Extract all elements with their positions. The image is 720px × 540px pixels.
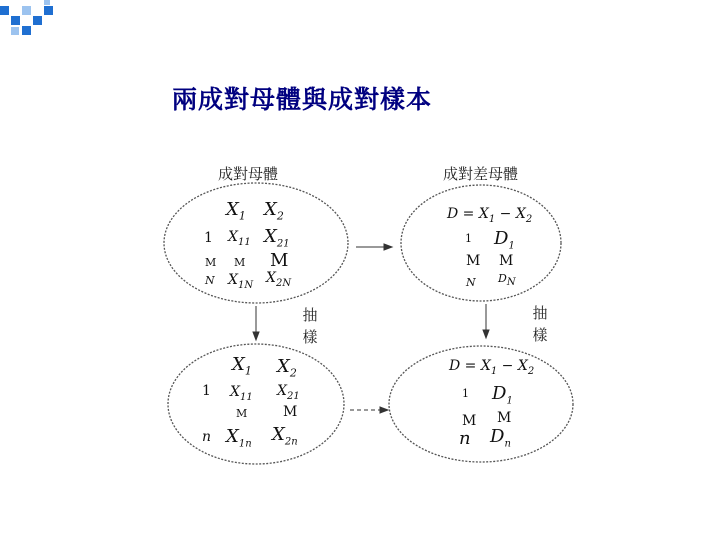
arrow-sample-to-diff — [350, 407, 388, 413]
bl-row3-index: n — [202, 429, 212, 445]
br-formula: $D = X_1 - X_2$ — [449, 358, 535, 377]
br-row2-val: M — [497, 410, 512, 426]
sampling-label-right: 抽 樣 — [532, 304, 548, 344]
tr-row1-val: $D_1$ — [494, 228, 515, 252]
difference-population-label: 成對差母體 — [443, 165, 519, 183]
tr-row2-index: M — [466, 253, 481, 269]
tl-row2-index: M — [205, 256, 217, 269]
bl-row1-index: 1 — [202, 383, 211, 399]
bl-col2-head: $X_2$ — [277, 356, 297, 380]
bl-row1-c2: $X_{21}$ — [277, 383, 300, 402]
top-left-ellipse — [164, 183, 348, 303]
tl-col1-head: $X_1$ — [226, 199, 246, 223]
tl-row3-c1: $X_{1N}$ — [228, 272, 254, 291]
tl-row1-c1: $X_{11}$ — [228, 229, 251, 248]
br-row1-index: 1 — [462, 387, 469, 400]
tr-row3-val: $D_N$ — [498, 272, 516, 289]
tl-row1-index: 1 — [204, 230, 213, 246]
bl-row3-c2: $X_{2n}$ — [272, 424, 298, 448]
tr-row1-index: 1 — [465, 232, 472, 245]
bl-row1-c1: $X_{11}$ — [230, 384, 253, 403]
br-row2-index: M — [462, 413, 477, 429]
br-row3-val: $D_n$ — [490, 426, 511, 450]
tr-row3-index: N — [466, 276, 476, 289]
arrow-right-sampling — [483, 304, 489, 338]
arrow-population-to-diff — [356, 244, 392, 250]
sampling-label-left: 抽 樣 — [302, 306, 318, 346]
bl-row3-c1: $X_{1n}$ — [226, 426, 252, 450]
br-row3-index: n — [459, 428, 471, 449]
tl-row2-c2: M — [270, 250, 289, 271]
population-label: 成對母體 — [218, 165, 279, 183]
bottom-left-ellipse — [168, 344, 344, 464]
tl-row1-c2: $X_{21}$ — [264, 226, 290, 250]
tl-row3-c2: $X_{2N}$ — [266, 270, 292, 289]
tl-row3-index: N — [205, 274, 215, 287]
bl-row2-c1: M — [236, 407, 248, 420]
tr-row2-val: M — [499, 253, 514, 269]
slide-title: 兩成對母體與成對樣本 — [172, 85, 433, 114]
br-row1-val: $D_1$ — [492, 383, 513, 407]
bl-col1-head: $X_1$ — [232, 354, 252, 378]
tl-col2-head: $X_2$ — [264, 199, 284, 223]
bl-row2-c2: M — [283, 404, 298, 420]
tr-formula: $D = X_1 - X_2$ — [447, 206, 533, 225]
tl-row2-c1: M — [234, 256, 246, 269]
arrow-left-sampling — [253, 306, 259, 340]
top-right-ellipse — [401, 185, 561, 301]
